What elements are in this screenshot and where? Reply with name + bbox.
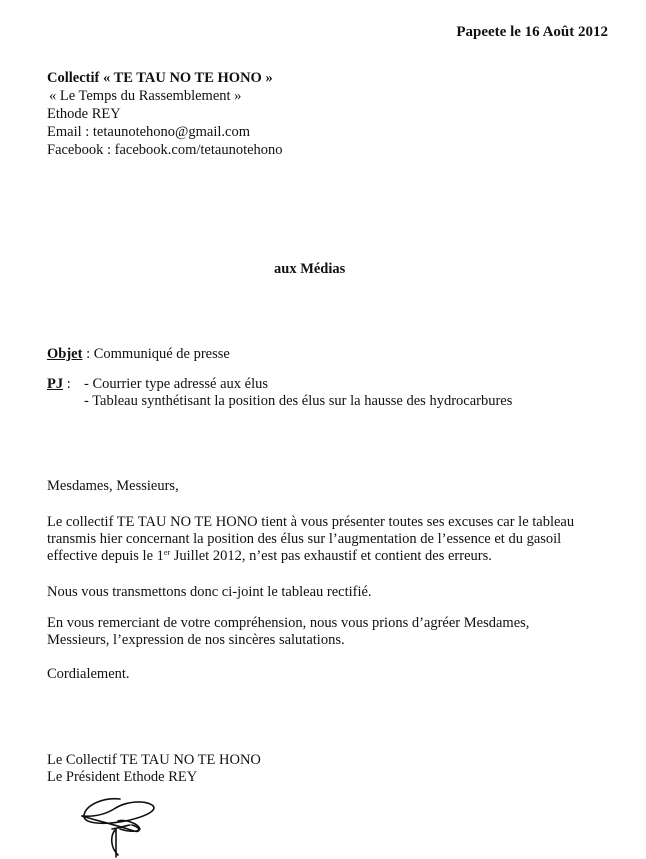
- text-fragment: effective depuis le 1: [47, 548, 164, 564]
- paragraph-1-line: transmis hier concernant la position des élus sur l’augmentation de l’essence et du gasoil: [47, 531, 562, 547]
- place-date: Papeete le 16 Août 2012: [456, 24, 608, 40]
- paragraph-1-line: Le collectif TE TAU NO TE HONO tient à vous présenter toutes ses excuses car le tableau: [47, 514, 575, 530]
- paragraph-2: Nous vous transmettons donc ci-joint le tableau rectifié.: [47, 584, 372, 600]
- signature-line: Le Président Ethode REY: [47, 769, 198, 785]
- superscript: er: [163, 548, 171, 557]
- attachment-item: - Tableau synthétisant la position des élus sur la hausse des hydrocarbures: [84, 393, 513, 409]
- paragraph-3-line: Messieurs, l’expression de nos sincères salutations.: [47, 632, 345, 648]
- attachments-sep: :: [63, 376, 71, 392]
- text-fragment: Juillet 2012, n’est pas exhaustif et contient des erreurs.: [170, 548, 492, 564]
- handwritten-signature-icon: [78, 795, 168, 859]
- closing: Cordialement.: [47, 666, 130, 682]
- salutation: Mesdames, Messieurs,: [47, 478, 179, 494]
- sender-tagline: « Le Temps du Rassemblement »: [49, 88, 242, 104]
- signature-line: Le Collectif TE TAU NO TE HONO: [47, 752, 261, 768]
- subject-line: [47, 346, 230, 363]
- subject-label: Objet: [47, 346, 83, 362]
- paragraph-3-line: En vous remerciant de votre compréhension, nous vous prions d’agréer Mesdames,: [47, 615, 530, 631]
- subject-text: : Communiqué de presse: [82, 346, 230, 362]
- paragraph-1-line: [47, 548, 492, 565]
- sender-facebook: Facebook : facebook.com/tetaunotehono: [47, 142, 283, 158]
- attachment-item: - Courrier type adressé aux élus: [84, 376, 269, 392]
- sender-email: Email : tetaunotehono@gmail.com: [47, 124, 251, 140]
- sender-org: Collectif « TE TAU NO TE HONO »: [47, 70, 273, 86]
- attachments-label: PJ: [47, 376, 64, 392]
- attachments-label-line: [47, 376, 71, 393]
- sender-name: Ethode REY: [47, 106, 121, 122]
- recipient: aux Médias: [274, 261, 346, 277]
